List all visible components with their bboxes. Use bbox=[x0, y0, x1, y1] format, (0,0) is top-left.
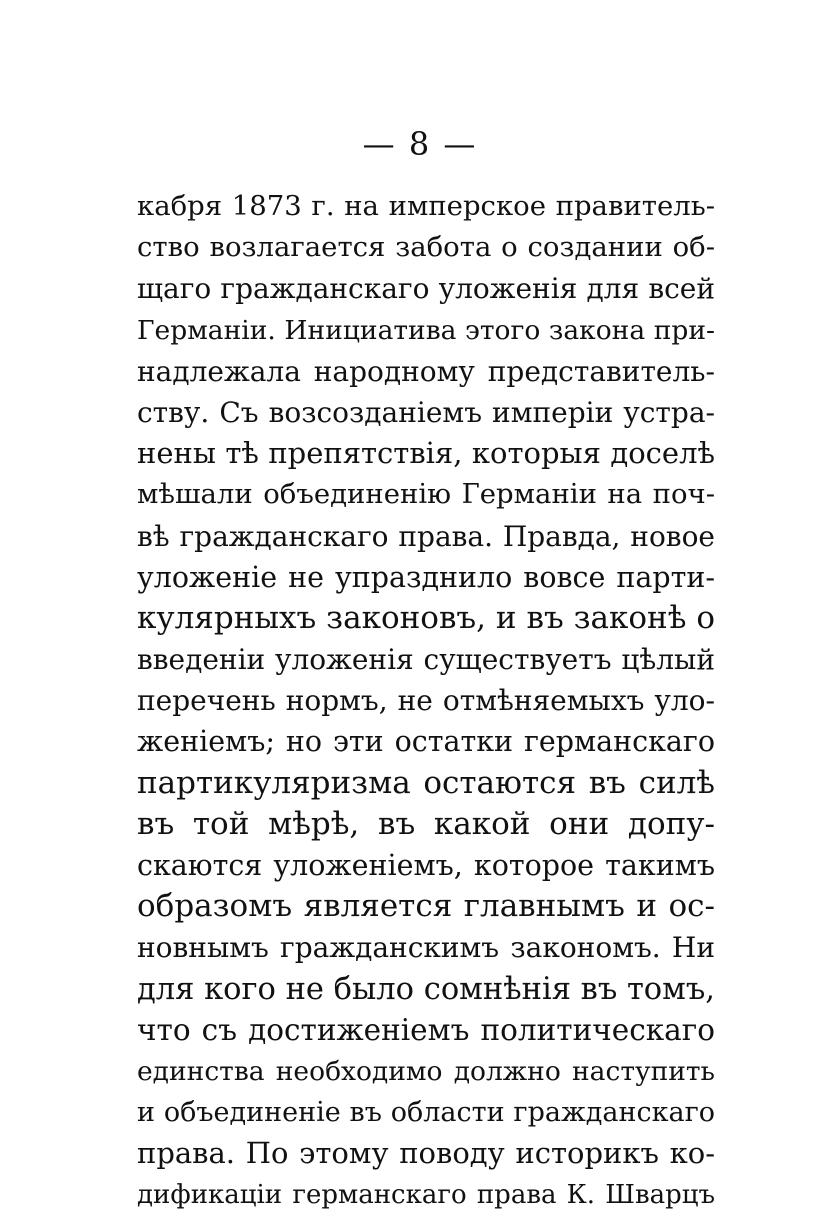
text-line: что съ достиженіемъ политическаго bbox=[137, 1012, 715, 1047]
text-line: новнымъ гражданскимъ закономъ. Ни bbox=[137, 931, 715, 965]
text-line: нены тѣ препятствія, которыя доселѣ bbox=[137, 436, 715, 471]
text-line: перечень нормъ, не отмѣняемыхъ уло- bbox=[137, 684, 715, 718]
text-line: партикуляризма остаются въ силѣ bbox=[137, 764, 715, 801]
text-line: женіемъ; но эти остатки германскаго bbox=[137, 725, 715, 759]
text-line: кулярныхъ законовъ, и въ законѣ о bbox=[137, 599, 715, 636]
text-line: уложеніе не упразднило вовсе парти- bbox=[137, 560, 715, 594]
text-line: для кого не было сомнѣнія въ томъ, bbox=[137, 971, 715, 1007]
text-line: щаго гражданскаго уложенія для всей bbox=[137, 272, 715, 306]
body-text bbox=[137, 186, 715, 1216]
text-line: вѣ гражданскаго права. Правда, новое bbox=[137, 519, 715, 553]
text-line: ство возлагается забота о создании об- bbox=[137, 231, 715, 264]
text-line: и объединеніе въ области гражданскаго bbox=[137, 1097, 715, 1129]
text-line: дификаціи германскаго права К. Шварцъ bbox=[137, 1179, 715, 1210]
text-line: образомъ является главнымъ и ос- bbox=[137, 888, 715, 925]
page-number: — 8 — bbox=[362, 125, 478, 163]
text-line: въ той мѣрѣ, въ какой они допу- bbox=[137, 805, 715, 842]
text-line: единства необходимо должно наступить bbox=[137, 1055, 715, 1087]
text-line: кабря 1873 г. на имперское правитель- bbox=[137, 190, 715, 222]
text-line: ству. Съ возсозданіемъ имперіи устра- bbox=[137, 395, 715, 429]
text-line: Германіи. Инициатива этого закона при- bbox=[137, 314, 715, 346]
text-line: скаются уложеніемъ, которое такимъ bbox=[137, 849, 715, 882]
text-line: мѣшали объединенію Германіи на поч- bbox=[137, 478, 715, 511]
text-line: надлежала народному представитель- bbox=[137, 354, 715, 388]
text-line: введеніи уложенія существуетъ цѣлый bbox=[137, 643, 715, 677]
text-line: права. По этому поводу историкъ ко- bbox=[137, 1136, 715, 1171]
